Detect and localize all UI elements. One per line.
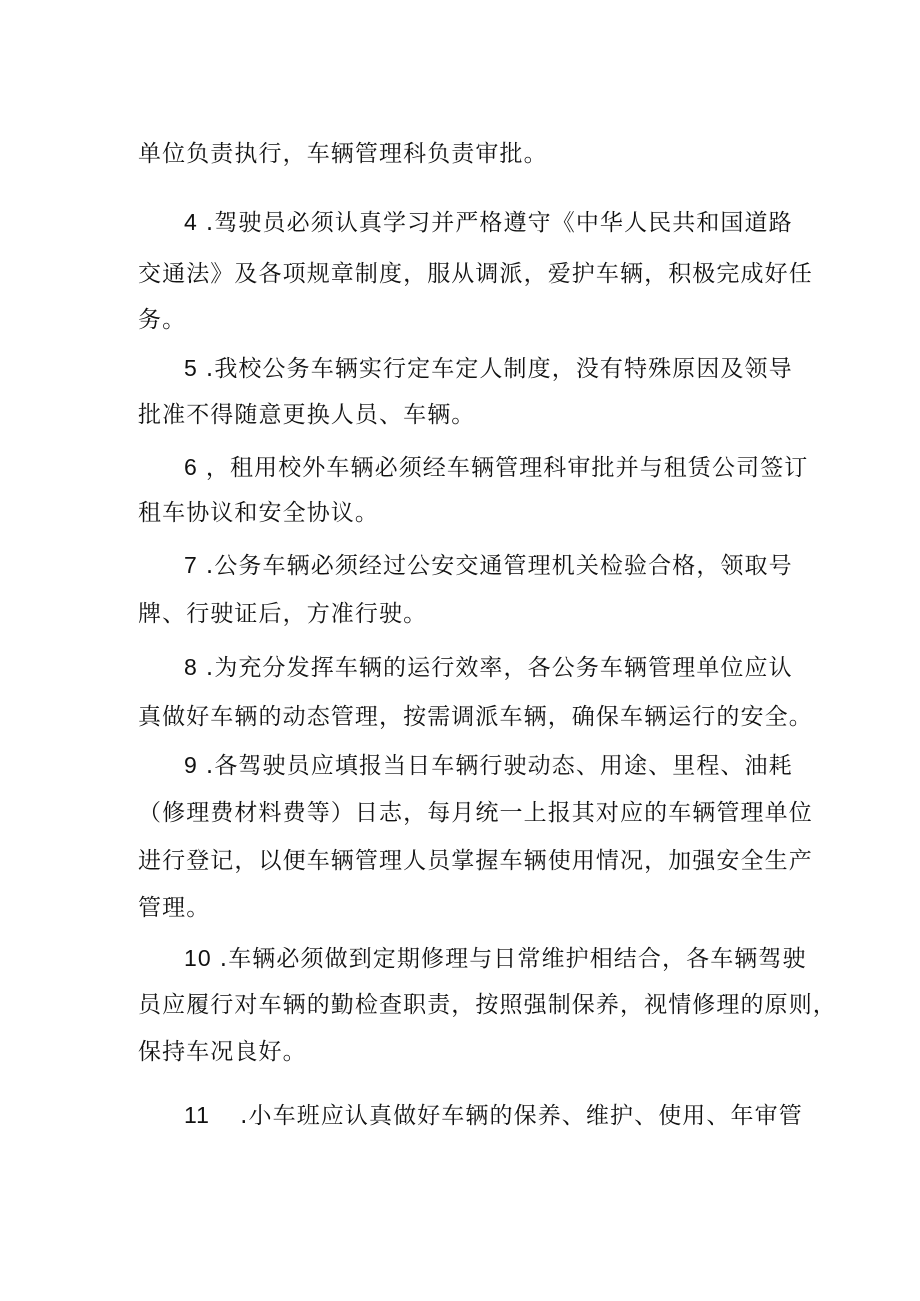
line-text: 交通法》及各项规章制度，服从调派，爱护车辆，积极完成好任 bbox=[138, 261, 813, 287]
line-text: （修理费材料费等）日志，每月统一上报其对应的车辆管理单位 bbox=[138, 800, 813, 826]
paragraph-line bbox=[138, 305, 186, 335]
paragraph-line bbox=[184, 452, 808, 483]
item-number: 9 bbox=[184, 752, 198, 778]
line-text: 真做好车辆的动态管理，按需调派车辆，确保车辆运行的安全。 bbox=[138, 704, 813, 730]
item-number: 10 bbox=[184, 945, 212, 971]
line-text: .各驾驶员应填报当日车辆行驶动态、用途、里程、油耗 bbox=[205, 753, 793, 779]
paragraph-line bbox=[138, 259, 813, 289]
paragraph-line bbox=[138, 498, 379, 528]
line-text: 保持车况良好。 bbox=[138, 1039, 307, 1065]
paragraph-line bbox=[138, 846, 813, 876]
paragraph-line bbox=[184, 550, 793, 581]
paragraph-line bbox=[138, 702, 813, 732]
item-number: 7 bbox=[184, 552, 198, 578]
paragraph-line bbox=[138, 599, 427, 629]
line-text: ，租用校外车辆必须经车辆管理科审批并与租赁公司签订 bbox=[205, 455, 809, 481]
item-number: 4 bbox=[184, 209, 198, 235]
line-text: .小车班应认真做好车辆的保养、维护、使用、年审管 bbox=[240, 1103, 803, 1129]
item-number: 5 bbox=[184, 355, 198, 381]
line-text: 牌、行驶证后，方准行驶。 bbox=[138, 601, 428, 627]
line-text: .我校公务车辆实行定车定人制度，没有特殊原因及领导 bbox=[205, 356, 793, 382]
item-number: 6 bbox=[184, 454, 198, 480]
paragraph-line bbox=[184, 1100, 803, 1131]
line-text: 管理。 bbox=[138, 895, 211, 921]
line-text: 员应履行对车辆的勤检查职责，按照强制保养，视情修理的原则， bbox=[138, 992, 837, 1018]
line-text: 务。 bbox=[138, 307, 187, 333]
line-text: 进行登记，以便车辆管理人员掌握车辆使用情况，加强安全生产 bbox=[138, 848, 813, 874]
line-text: .公务车辆必须经过公安交通管理机关检验合格，领取号 bbox=[205, 553, 793, 579]
paragraph-line bbox=[138, 139, 548, 169]
paragraph-line bbox=[138, 1037, 307, 1067]
paragraph-line bbox=[138, 798, 813, 828]
paragraph-line bbox=[184, 207, 793, 238]
line-text: 单位负责执行，车辆管理科负责审批。 bbox=[138, 141, 548, 167]
line-text: .为充分发挥车辆的运行效率，各公务车辆管理单位应认 bbox=[205, 655, 793, 681]
line-text: .驾驶员必须认真学习并严格遵守《中华人民共和国道路 bbox=[205, 210, 793, 236]
line-text: .车辆必须做到定期修理与日常维护相结合，各车辆驾驶 bbox=[219, 946, 807, 972]
item-number: 11 bbox=[184, 1102, 211, 1128]
paragraph-line bbox=[184, 943, 807, 974]
paragraph-line bbox=[138, 893, 210, 923]
line-text: 批准不得随意更换人员、车辆。 bbox=[138, 402, 476, 428]
paragraph-line bbox=[184, 750, 793, 781]
paragraph-line bbox=[138, 990, 837, 1020]
paragraph-line bbox=[184, 353, 793, 384]
line-text: 租车协议和安全协议。 bbox=[138, 500, 379, 526]
paragraph-line bbox=[184, 652, 793, 683]
paragraph-line bbox=[138, 400, 475, 430]
item-number: 8 bbox=[184, 654, 198, 680]
